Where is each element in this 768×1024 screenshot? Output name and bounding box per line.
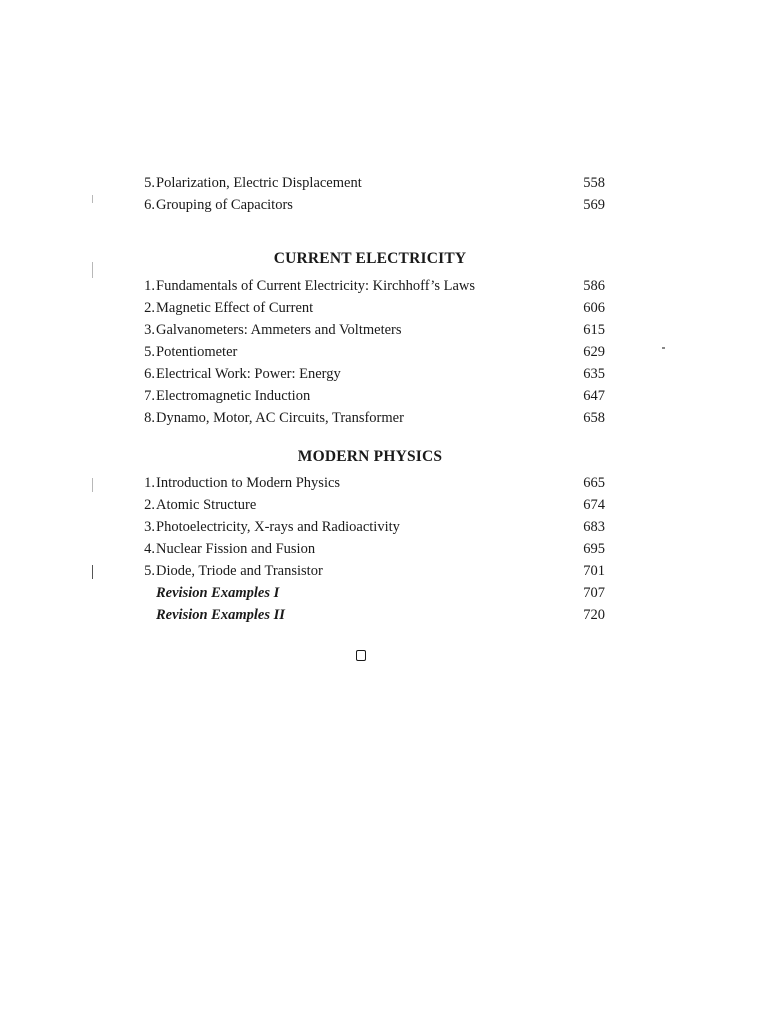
- toc-entry-number: 7.: [144, 388, 155, 404]
- toc-entry: [135, 172, 605, 194]
- toc-entry-page: 707: [583, 585, 605, 601]
- toc-entry: [135, 194, 605, 216]
- toc-entry-page: 701: [583, 563, 605, 579]
- toc-top-list: [135, 172, 605, 216]
- toc-modern-physics-list: [135, 472, 605, 626]
- toc-entry-title: Electromagnetic Induction: [156, 388, 311, 404]
- toc-entry-page: 569: [583, 197, 605, 213]
- toc-entry-number: 6.: [144, 197, 155, 213]
- toc-entry: [135, 341, 605, 363]
- toc-entry-title: Nuclear Fission and Fusion: [156, 541, 316, 557]
- toc-entry: [135, 516, 605, 538]
- scan-mark: [92, 565, 93, 579]
- toc-entry-number: 8.: [144, 410, 155, 426]
- section-heading-modern-physics: MODERN PHYSICS: [297, 448, 443, 465]
- toc-entry-page: 558: [583, 175, 605, 191]
- toc-entry-title: Fundamentals of Current Electricity: Kirchhoff’s Laws: [156, 278, 476, 294]
- toc-entry: [135, 297, 605, 319]
- toc-entry-title: Atomic Structure: [156, 497, 257, 513]
- toc-entry-number: 6.: [144, 366, 155, 382]
- toc-entry-revision: [135, 582, 605, 604]
- toc-entry-page: 658: [583, 410, 605, 426]
- toc-entry-page: 695: [583, 541, 605, 557]
- toc-entry: [135, 363, 605, 385]
- toc-entry-page: 674: [583, 497, 605, 513]
- section-heading-current-electricity: CURRENT ELECTRICITY: [273, 250, 467, 267]
- toc-entry-revision: [135, 604, 605, 626]
- toc-entry-number: 1.: [144, 475, 155, 491]
- toc-entry: [135, 319, 605, 341]
- toc-entry-number: 3.: [144, 519, 155, 535]
- toc-entry-page: 615: [583, 322, 605, 338]
- toc-entry-number: 4.: [144, 541, 155, 557]
- toc-current-electricity-list: [135, 275, 605, 429]
- scan-mark: [92, 478, 93, 492]
- toc-entry-page: 606: [583, 300, 605, 316]
- toc-entry-number: 5.: [144, 175, 155, 191]
- toc-entry-page: 683: [583, 519, 605, 535]
- toc-entry-title: Diode, Triode and Transistor: [156, 563, 323, 579]
- toc-entry-title: Galvanometers: Ammeters and Voltmeters: [156, 322, 402, 338]
- toc-entry-number: 1.: [144, 278, 155, 294]
- toc-entry-title: Dynamo, Motor, AC Circuits, Transformer: [156, 410, 404, 426]
- toc-entry-title: Revision Examples II: [156, 607, 285, 623]
- toc-entry-page: 665: [583, 475, 605, 491]
- toc-entry-title: Polarization, Electric Displacement: [156, 175, 362, 191]
- toc-entry-title: Revision Examples I: [156, 585, 280, 601]
- toc-entry-page: 586: [583, 278, 605, 294]
- toc-entry-number: 2.: [144, 497, 155, 513]
- toc-entry-page: 720: [583, 607, 605, 623]
- toc-entry: [135, 494, 605, 516]
- toc-entry-number: 3.: [144, 322, 155, 338]
- toc-entry-page: 635: [583, 366, 605, 382]
- toc-entry-number: 5.: [144, 563, 155, 579]
- toc-entry-title: Grouping of Capacitors: [156, 197, 293, 213]
- toc-entry-title: Photoelectricity, X-rays and Radioactivity: [156, 519, 400, 535]
- toc-entry: [135, 385, 605, 407]
- toc-entry-number: 5.: [144, 344, 155, 360]
- end-of-section-mark: [356, 650, 366, 661]
- toc-entry-title: Potentiometer: [156, 344, 238, 360]
- toc-entry: [135, 472, 605, 494]
- toc-entry-title: Magnetic Effect of Current: [156, 300, 314, 316]
- toc-entry-number: 2.: [144, 300, 155, 316]
- toc-entry-title: Introduction to Modern Physics: [156, 475, 341, 491]
- toc-entry: [135, 538, 605, 560]
- toc-entry-page: 629: [583, 344, 605, 360]
- scan-mark: [92, 262, 93, 278]
- toc-entry-page: 647: [583, 388, 605, 404]
- toc-entry-title: Electrical Work: Power: Energy: [156, 366, 341, 382]
- scan-mark: [92, 195, 93, 203]
- toc-entry: [135, 407, 605, 429]
- toc-entry: [135, 560, 605, 582]
- scan-mark: [662, 347, 665, 349]
- toc-entry: [135, 275, 605, 297]
